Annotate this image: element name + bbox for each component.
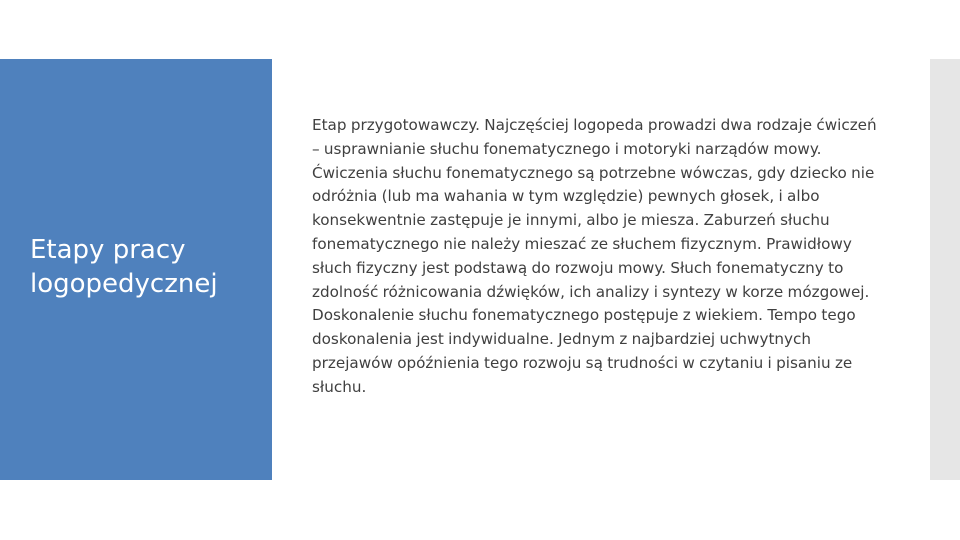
slide-body-text: Etap przygotowawczy. Najczęściej logopeda prowadzi dwa rodzaje ćwiczeń – usprawnianie słuchu fonematycznego i motoryki narządów mowy. Ćwiczenia słuchu fonematycznego są potrzebne wówczas, gdy dziecko nie odróżnia (lub ma wahania w tym względzie) pewnych głosek, i albo konsekwentnie zastępuje je innymi, albo je miesza. Zaburzeń słuchu fonematycznego nie należy mieszać ze słuchem fizycznym. Prawidłowy słuch fizyczny jest podstawą do rozwoju mowy. Słuch fonematyczny to zdolność różnicowania dźwięków, ich analizy i syntezy w korze mózgowej. Doskonalenie słuchu fonematycznego postępuje z wiekiem. Tempo tego doskonalenia jest indywidualne. Jednym z najbardziej uchwytnych przejawów opóźnienia tego rozwoju są trudności w czytaniu i pisaniu ze słuchu. — [312, 116, 877, 396]
slide-title: Etapy pracy logopedycznej — [30, 235, 218, 299]
side-decoration-bar — [930, 59, 960, 480]
